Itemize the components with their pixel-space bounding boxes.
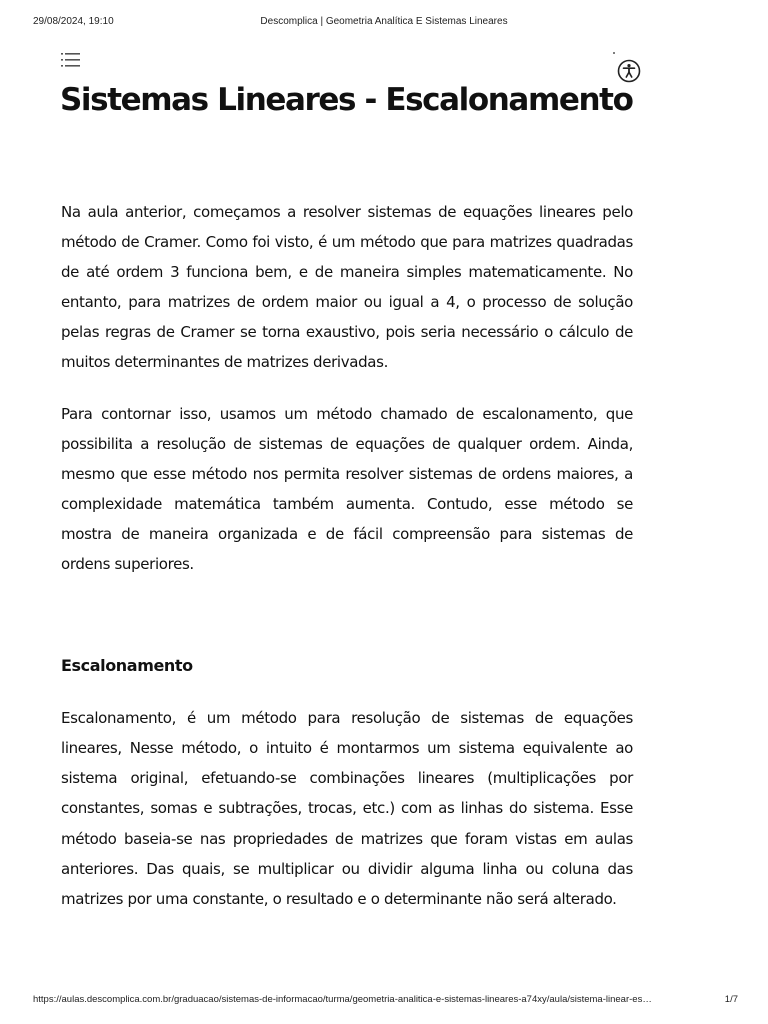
page-count: 1/7 (724, 994, 738, 1005)
print-document-title: Descomplica | Geometria Analítica E Sistemas Lineares (260, 16, 508, 27)
print-datetime: 29/08/2024, 19:10 (33, 16, 114, 27)
page-title: Sistemas Lineares - Escalonamento (60, 82, 633, 118)
section-heading-escalonamento: Escalonamento (61, 656, 193, 676)
list-menu-icon[interactable] (61, 52, 81, 68)
print-header (0, 16, 768, 30)
print-url: https://aulas.descomplica.com.br/graduacao/sistemas-de-informacao/turma/geometria-analitica-e-sistemas-lineares-a74xy/aula/sistema-linear-es… (33, 994, 652, 1005)
accessibility-icon[interactable] (617, 59, 641, 83)
print-footer (0, 994, 768, 1008)
paragraph-intro: Na aula anterior, começamos a resolver sistemas de equações lineares pelo método de Cramer. Como foi visto, é um método que para matrizes quadradas de até ordem 3 funciona bem, e de maneira simples matematicamente. No entanto, para matrizes de ordem maior ou igual a 4, o processo de solução pelas regras de Cramer se torna exaustivo, pois seria necessário o cálculo de muitos determinantes de matrizes derivadas. (61, 203, 633, 372)
article-body (61, 197, 633, 914)
decorative-dot (613, 52, 615, 54)
paragraph-escalonamento: Escalonamento, é um método para resolução de sistemas de equações lineares, Nesse método, o intuito é montarmos um sistema equivalente ao sistema original, efetuando-se combinações lineares (multiplicações por constantes, somas e subtrações, trocas, etc.) com as linhas do sistema. Esse método baseia-se nas propriedades de matrizes que foram vistas em aulas anteriores. Das quais, se multiplicar ou dividir alguma linha ou coluna das matrizes por uma constante, o resultado e o determinante não será alterado. (61, 709, 633, 908)
paragraph-motivation: Para contornar isso, usamos um método chamado de escalonamento, que possibilita a resolução de sistemas de equações de qualquer ordem. Ainda, mesmo que esse método nos permita resolver sistemas de ordens maiores, a complexidade matemática também aumenta. Contudo, esse método se mostra de maneira organizada e de fácil compreensão para sistemas de ordens superiores. (61, 404, 633, 574)
